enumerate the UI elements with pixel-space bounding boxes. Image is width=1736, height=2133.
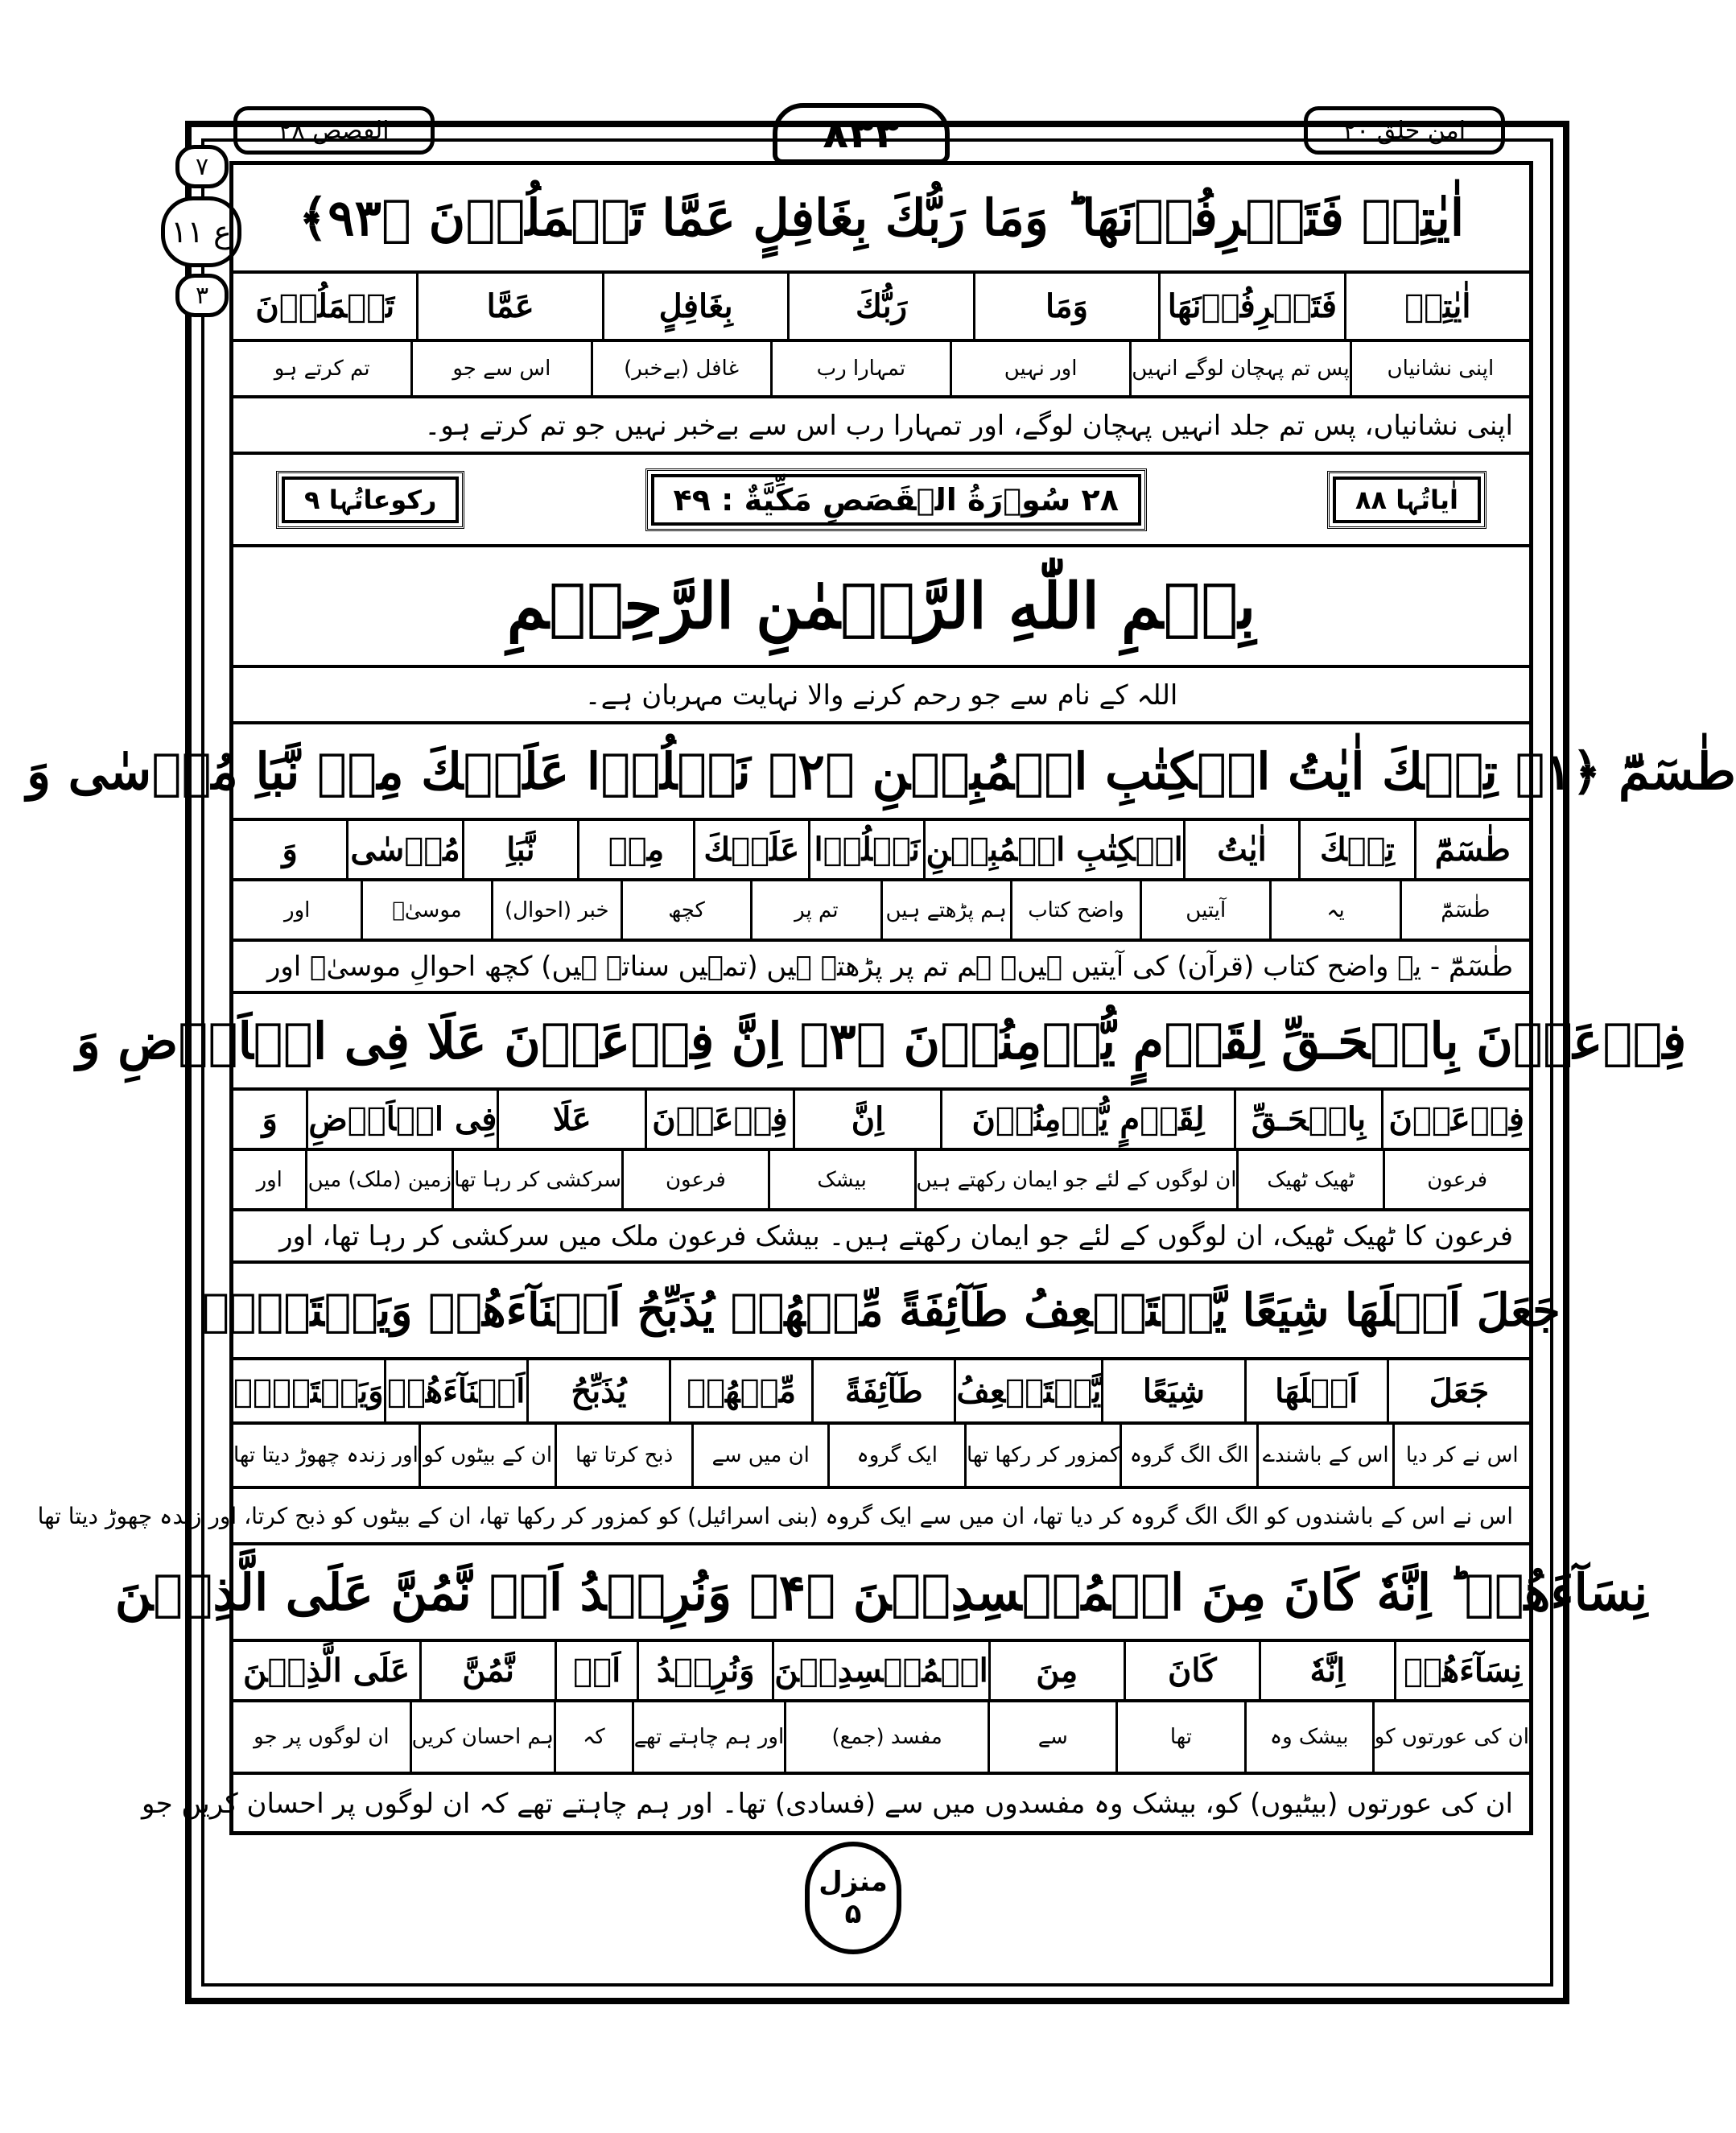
meaning-cell: اس سے جو — [410, 342, 590, 395]
meaning-cell: اور زندہ چھوڑ دیتا تھا — [233, 1443, 419, 1467]
word-cell: نَّبَاِ — [462, 821, 577, 878]
verse-line — [76, 994, 1687, 1091]
meaning-cell: آیتیں — [1140, 881, 1269, 939]
meaning-cell: الگ الگ گروہ — [1120, 1425, 1256, 1486]
word-cell: الۡمُفۡسِدِيۡنَ — [772, 1642, 988, 1699]
meaning-cell: ان لوگوں کے لئے جو ایمان رکھتے ہیں — [914, 1151, 1237, 1208]
translation-row — [233, 942, 1529, 994]
word-cell: اٰيٰتُ — [1183, 821, 1298, 878]
translation-text: اس نے اس کے باشندوں کو الگ الگ گروہ کر دیا تھا، ان میں سے ایک گروہ (بنی اسرائیل) کو کمزور کر رکھا تھا، ان کے بیٹوں کو ذبح کرتا، اور زندہ چھوڑ دیتا تھا — [37, 1502, 1513, 1529]
word-cell: رَبُّكَ — [787, 274, 972, 339]
verse-line — [27, 724, 1736, 821]
meaning-cell: تم کرتے ہو — [274, 357, 370, 381]
word-cell: نَتۡلُوۡا — [808, 821, 923, 878]
meaning-row — [233, 1702, 1529, 1775]
word-cell: نَّمُنَّ — [419, 1642, 555, 1699]
verse-text: اٰيٰتِهٖ فَتَعۡرِفُوۡنَهَا ؕ وَمَا رَبُّكَ بِغَافِلٍ عَمَّا تَعۡمَلُوۡنَ ﴿۹۳﴾ — [298, 188, 1465, 247]
meaning-cell: سرکشی کر رہا تھا — [452, 1151, 621, 1208]
manzil-number: ۵ — [844, 1898, 862, 1930]
bismillah-text: بِسۡمِ اللّٰهِ الرَّحۡمٰنِ الرَّحِيۡمِ — [506, 569, 1256, 643]
word-cell: مِنۡ — [577, 821, 692, 878]
word-cell: فِى الۡاَرۡضِ — [306, 1091, 497, 1148]
meaning-cell: ایک گروہ — [827, 1425, 964, 1486]
word-cell: اِنَّ — [793, 1091, 941, 1148]
meaning-row — [233, 1151, 1529, 1211]
ruku-mark: ع ۱۱ — [161, 196, 241, 267]
meaning-cell: مفسد (جمع) — [784, 1702, 988, 1772]
translation-row — [37, 1489, 1529, 1545]
meaning-cell: سے — [988, 1702, 1115, 1772]
word-cell: الۡكِتٰبِ الۡمُبِيۡنِ — [923, 821, 1182, 878]
translation-row — [233, 1211, 1529, 1264]
meaning-cell: فرعون — [621, 1151, 768, 1208]
meaning-cell: زمین (ملک) میں — [305, 1151, 452, 1208]
juz-name-label: امن خلق ۲۰ — [1304, 106, 1505, 155]
translation-text: طٰسٓمّٓ - یہ واضح کتاب (قرآن) کی آیتیں ہیں۔ ہم تم پر پڑھتے ہیں (تمہیں سناتے ہیں) کچھ احوالِ موسیٰؑ اور — [266, 950, 1513, 983]
verse-line — [114, 1545, 1648, 1642]
word-cell: مِنَ — [988, 1642, 1124, 1699]
page-number: ۸۳۳ — [773, 103, 950, 164]
meaning-cell: تم پر — [750, 881, 880, 939]
word-cell: وَنُرِيۡدُ — [637, 1642, 772, 1699]
meaning-cell: کہ — [554, 1702, 632, 1772]
word-cell: اَنۡ — [555, 1642, 637, 1699]
translation-text: فرعون کا ٹھیک ٹھیک، ان لوگوں کے لئے جو ایمان رکھتے ہیں۔ بیشک فرعون ملک میں سرکشی کر رہا تھا، اور — [279, 1220, 1513, 1252]
meaning-cell: ان کی عورتوں کو — [1372, 1702, 1529, 1772]
word-cell: وَ — [262, 1100, 278, 1138]
meaning-cell: کچھ — [621, 881, 750, 939]
meaning-cell: بیشک وہ — [1244, 1702, 1372, 1772]
meaning-cell: موسیٰؑ — [361, 881, 490, 939]
word-cell: وَمَا — [973, 274, 1158, 339]
meaning-cell: اور — [284, 897, 311, 922]
surah-header — [233, 455, 1529, 547]
translation-row — [233, 668, 1529, 724]
verse-text: نِسَآءَهُمۡ ؕ اِنَّهٗ كَانَ مِنَ الۡمُفۡسِدِيۡنَ ﴿۴﴾ وَنُرِيۡدُ اَنۡ نَّمُنَّ عَلَى الَّذِيۡنَ — [114, 1562, 1648, 1622]
word-cell: بِالۡحَـقِّ — [1234, 1091, 1382, 1148]
meaning-cell: واضح کتاب — [1010, 881, 1140, 939]
word-cell: اٰيٰتِهٖ — [1344, 274, 1529, 339]
meaning-cell: یہ — [1269, 881, 1399, 939]
side-mark-top: ۷ — [175, 145, 229, 188]
word-cell: فِرۡعَوۡنَ — [645, 1091, 793, 1148]
verse-line — [233, 165, 1529, 274]
word-cell: كَانَ — [1124, 1642, 1259, 1699]
word-cell: عَلَيۡكَ — [693, 821, 808, 878]
word-cell: اَبۡنَآءَهُمۡ — [384, 1360, 526, 1421]
translation-row — [142, 1775, 1529, 1831]
meaning-cell: پس تم پہچان لوگے انہیں — [1129, 342, 1350, 395]
meaning-row — [233, 881, 1529, 942]
translation-text: اپنی نشانیاں، پس تم جلد انہیں پہچان لوگے، اور تمہارا رب اس سے بےخبر نہیں جو تم کرتے ہو۔ — [424, 409, 1513, 442]
meaning-cell: بیشک — [768, 1151, 914, 1208]
word-cell: اِنَّهٗ — [1259, 1642, 1394, 1699]
verse-text: فِرۡعَوۡنَ بِالۡحَـقِّ لِقَوۡمٍ يُّؤۡمِنُوۡنَ ﴿۳﴾ اِنَّ فِرۡعَوۡنَ عَلَا فِى الۡاَرۡضِ وَ — [76, 1011, 1687, 1071]
word-cell: مُوۡسٰى — [346, 821, 461, 878]
meaning-cell: اور نہیں — [950, 342, 1129, 395]
meaning-cell: ہم پڑھتے ہیں — [880, 881, 1010, 939]
word-cell: فَتَعۡرِفُوۡنَهَا — [1158, 274, 1343, 339]
meaning-cell: اس نے کر دیا — [1392, 1425, 1529, 1486]
verse-line — [202, 1264, 1561, 1360]
meaning-cell: تھا — [1115, 1702, 1243, 1772]
word-cell: نِسَآءَهُمۡ — [1394, 1642, 1529, 1699]
meaning-cell: اور ہم چاہتے تھے — [632, 1702, 784, 1772]
word-cell: طٰسٓمّٓ — [1414, 821, 1529, 878]
word-cell: لِقَوۡمٍ يُّؤۡمِنُوۡنَ — [940, 1091, 1233, 1148]
word-row — [233, 274, 1529, 342]
verse-text: طٰسٓمّٓ ﴿۱﴾ تِلۡكَ اٰيٰتُ الۡكِتٰبِ الۡمُبِيۡنِ ﴿۲﴾ نَتۡلُوۡا عَلَيۡكَ مِنۡ نَّبَاِ مُوۡسٰى وَ — [27, 741, 1736, 801]
meaning-cell: اپنی نشانیاں — [1350, 342, 1529, 395]
meaning-cell: خبر (احوال) — [491, 881, 621, 939]
meaning-cell: ان میں سے — [691, 1425, 828, 1486]
word-cell: طَآئِفَةً — [811, 1360, 954, 1421]
word-cell: فِرۡعَوۡنَ — [1381, 1091, 1529, 1148]
translation-text: ان کی عورتوں (بیٹیوں) کو، بیشک وہ مفسدوں میں سے (فسادی) تھا۔ اور ہم چاہتے تھے کہ ان لوگوں پر احسان کریں جو — [142, 1787, 1513, 1820]
word-cell: جَعَلَ — [1387, 1360, 1529, 1421]
word-cell: تِلۡكَ — [1298, 821, 1413, 878]
surah-name-label: القصص ۲۸ — [233, 106, 435, 155]
word-row — [233, 1360, 1529, 1425]
side-mark-bottom: ۳ — [175, 274, 229, 317]
word-row — [233, 1642, 1529, 1702]
word-cell: يَّسۡتَضۡعِفُ — [954, 1360, 1101, 1421]
meaning-cell: ٹھیک ٹھیک — [1236, 1151, 1383, 1208]
meaning-cell: اس کے باشندے — [1256, 1425, 1393, 1486]
word-row — [233, 821, 1529, 881]
verse-text: جَعَلَ اَهۡلَهَا شِيَعًا يَّسۡتَضۡعِفُ طَآئِفَةً مِّنۡهُمۡ يُذَبِّحُ اَبۡنَآءَهُمۡ وَيَسۡتَحۡىٖ — [202, 1284, 1561, 1337]
word-cell: عَمَّا — [416, 274, 601, 339]
bismillah-row — [233, 547, 1529, 668]
meaning-cell: فرعون — [1383, 1151, 1529, 1208]
manzil-label: منزل — [819, 1866, 888, 1898]
ruku-count-label: رکوعاتُہا ۹ — [282, 477, 459, 523]
meaning-cell: طٰسٓمّٓ — [1400, 881, 1529, 939]
manzil-medallion — [805, 1842, 901, 1954]
translation-row — [233, 398, 1529, 455]
word-cell: اَهۡلَهَا — [1244, 1360, 1387, 1421]
meaning-row — [233, 1425, 1529, 1489]
word-cell: تَعۡمَلُوۡنَ — [255, 287, 395, 325]
meaning-cell: اور — [256, 1167, 282, 1192]
word-cell: عَلَا — [497, 1091, 645, 1148]
word-cell: بِغَافِلٍ — [602, 274, 787, 339]
word-cell: وَ — [282, 831, 298, 868]
meaning-cell: ان لوگوں پر جو — [254, 1725, 390, 1749]
meaning-row — [233, 342, 1529, 398]
meaning-cell: ہم احسان کریں — [410, 1702, 554, 1772]
word-cell: شِيَعًا — [1101, 1360, 1243, 1421]
meaning-cell: ذبح کرتا تھا — [555, 1425, 691, 1486]
word-cell: وَيَسۡتَحۡىٖ — [233, 1372, 384, 1410]
ayat-count-label: اٰیاتُہا ۸۸ — [1333, 477, 1481, 523]
meaning-cell: ان کے بیٹوں کو — [419, 1425, 555, 1486]
word-cell: عَلَى الَّذِيۡنَ — [242, 1652, 410, 1689]
surah-title: ۲۸ سُوۡرَةُ الۡقَصَصِ مَكِّيَّةٌ : ۴۹ — [651, 474, 1141, 526]
bismillah-translation: اللہ کے نام سے جو رحم کرنے والا نہایت مہربان ہے۔ — [584, 679, 1178, 712]
word-cell: مِّنۡهُمۡ — [669, 1360, 811, 1421]
word-cell: يُذَبِّحُ — [526, 1360, 669, 1421]
word-row — [233, 1091, 1529, 1151]
meaning-cell: غافل (بےخبر) — [591, 342, 770, 395]
meaning-cell: تمہارا رب — [770, 342, 950, 395]
meaning-cell: کمزور کر رکھا تھا — [964, 1425, 1120, 1486]
